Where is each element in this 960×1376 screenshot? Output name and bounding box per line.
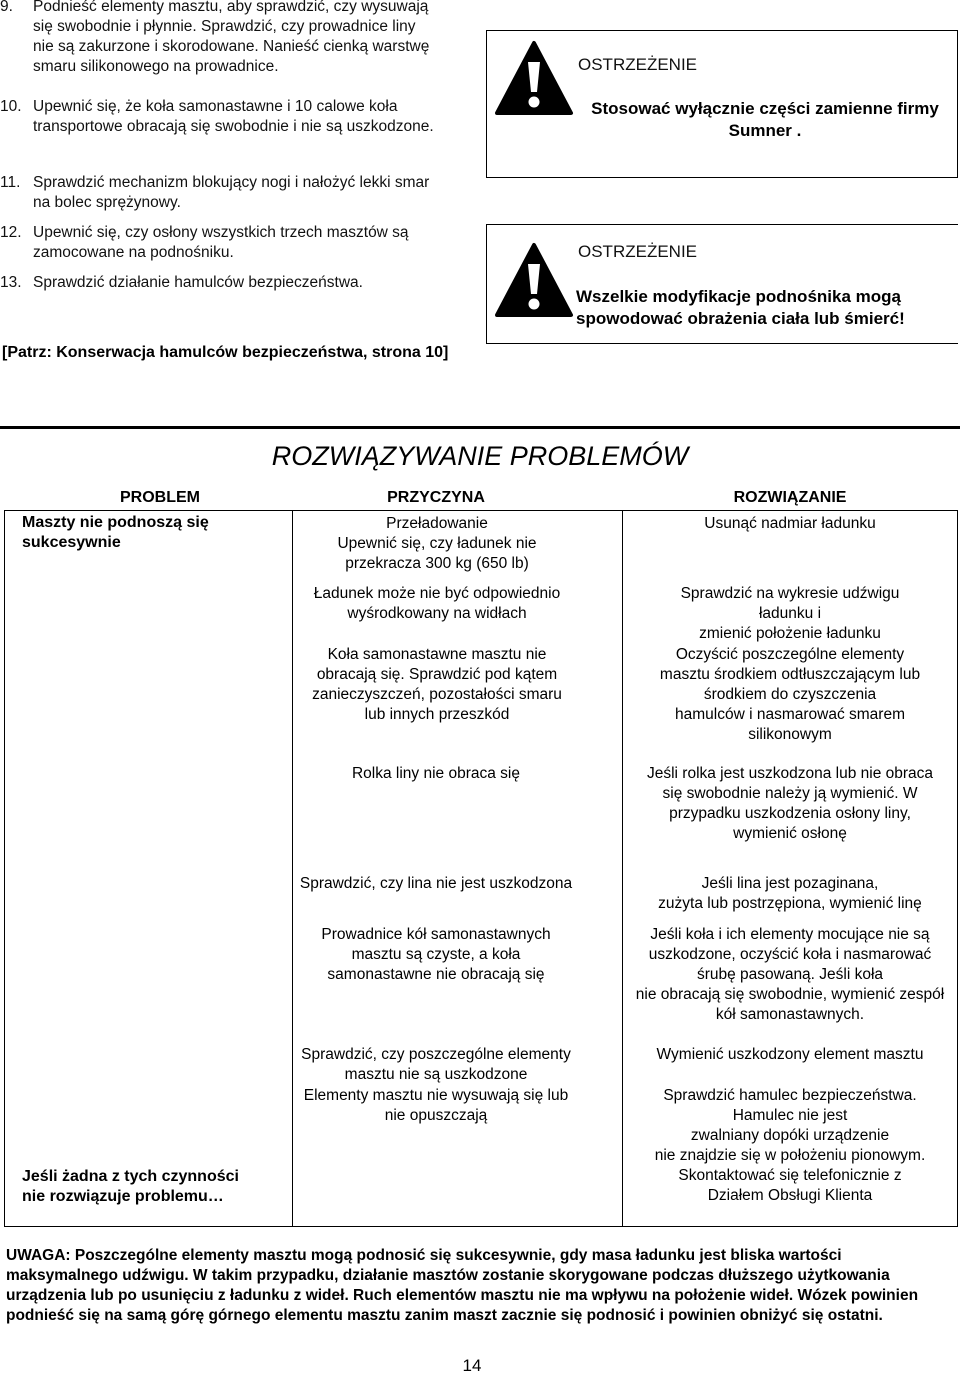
item-number: 12. <box>0 224 22 241</box>
reference-note: [Patrz: Konserwacja hamulców bezpieczeństwa, strona 10] <box>2 344 449 361</box>
solution-cell: Wymienić uszkodzony element masztu <box>656 1046 924 1063</box>
item-number: 9. <box>0 0 13 15</box>
warning-triangle-icon <box>494 242 574 318</box>
problem-last: Jeśli żadna z tych czynności nie rozwiązuje problemu… <box>22 1168 239 1205</box>
item-text: Upewnić się, czy osłony wszystkich trzech masztów są zamocowane na podnośniku. <box>33 224 409 261</box>
item-number: 10. <box>0 98 22 115</box>
solution-cell: Usunąć nadmiar ładunku <box>704 515 876 532</box>
cause-cell: Przeładowanie Upewnić się, czy ładunek nie przekracza 300 kg (650 lb) <box>337 515 537 572</box>
solution-cell: Skontaktować się telefonicznie z Działem Obsługi Klienta <box>678 1167 902 1204</box>
warning-text: Wszelkie modyfikacje podnośnika mogą spowodować obrażenia ciała lub śmierć! <box>576 287 905 328</box>
cause-cell: Sprawdzić, czy lina nie jest uszkodzona <box>299 875 573 892</box>
warning-heading: OSTRZEŻENIE <box>578 55 698 74</box>
solution-cell: Jeśli rolka jest uszkodzona lub nie obraca się swobodnie należy ją wymienić. W przypadku uszkodzenia osłony liny, wymienić osłonę <box>646 765 934 842</box>
column-divider <box>292 510 293 1227</box>
cause-cell: Prowadnice kół samonastawnych masztu są czyste, a koła samonastawne nie obracają się <box>321 926 551 983</box>
cause-cell: Sprawdzić, czy poszczególne elementy masztu nie są uszkodzone <box>301 1046 571 1083</box>
solution-cell: Sprawdzić na wykresie udźwigu ładunku i zmienić położenie ładunku <box>680 585 900 642</box>
cause-cell: Koła samonastawne masztu nie obracają się. Sprawdzić pod kątem zanieczyszczeń, pozostałości smaru lub innych przeszkód <box>312 646 562 723</box>
page-number: 14 <box>462 1356 482 1375</box>
header-problem: PROBLEM <box>120 489 200 506</box>
item-text: Upewnić się, że koła samonastawne i 10 calowe koła transportowe obracają się swobodnie i nie są uszkodzone. <box>33 98 434 135</box>
solution-cell: Sprawdzić hamulec bezpieczeństwa. Hamulec nie jest zwalniany dopóki urządzenie nie znajdzie się w położeniu pionowym. <box>654 1087 926 1164</box>
item-number: 13. <box>0 274 22 291</box>
section-divider <box>0 426 960 429</box>
warning-text: Stosować wyłącznie części zamienne firmy Sumner . <box>591 99 939 140</box>
cause-cell: Elementy masztu nie wysuwają się lub nie opuszczają <box>303 1087 569 1124</box>
solution-cell: Oczyścić poszczególne elementy masztu środkiem odtłuszczającym lub środkiem do czyszczenia hamulców i nasmarować smarem silikonowym <box>659 646 921 743</box>
warning-heading: OSTRZEŻENIE <box>578 242 698 261</box>
cause-cell: Ładunek może nie być odpowiednio wyśrodkowany na widłach <box>313 585 561 622</box>
item-text: Sprawdzić mechanizm blokujący nogi i nałożyć lekki smar na bolec sprężynowy. <box>33 174 430 211</box>
section-title: ROZWIĄZYWANIE PROBLEMÓW <box>271 441 689 471</box>
item-text: Podnieść elementy masztu, aby sprawdzić, czy wysuwają się swobodnie i płynnie. Sprawdzić, czy prowadnice liny nie są zakurzone i skorodowane. Nanieść cienką warstwę smaru silikonowego na prowadnice. <box>33 0 430 75</box>
header-cause: PRZYCZYNA <box>387 489 485 506</box>
item-text: Sprawdzić działanie hamulców bezpieczeństwa. <box>33 274 363 291</box>
header-solution: ROZWIĄZANIE <box>733 489 847 506</box>
item-number: 11. <box>0 174 21 191</box>
solution-cell: Jeśli lina jest pozaginana, zużyta lub postrzępiona, wymienić linę <box>658 875 922 912</box>
cause-cell: Rolka liny nie obraca się <box>351 765 520 782</box>
warning-triangle-icon <box>494 40 574 116</box>
solution-cell: Jeśli koła i ich elementy mocujące nie są uszkodzone, oczyścić koła i nasmarować śrubę pasowaną. Jeśli koła nie obracają się swobodnie, wymienić zespół kół samonastawnych. <box>635 926 945 1023</box>
problem-main: Maszty nie podnoszą się sukcesywnie <box>22 514 209 551</box>
note-warning: UWAGA: Poszczególne elementy masztu mogą podnosić się sukcesywnie, gdy masa ładunku jest bliska wartości maksymalnego udźwigu. W takim przypadku, działanie masztów zostanie skorygowane podczas dłuższego użytkowania urządzenia lub po usunięciu z ładunku z wideł. Ruch elementów masztu nie ma wpływu na położenie wideł. Wózek powinien podnieść się na samą górę górnego elementu masztu zanim maszt zacznie się podnosić i powinien obniżyć się ostatni. <box>6 1247 919 1324</box>
